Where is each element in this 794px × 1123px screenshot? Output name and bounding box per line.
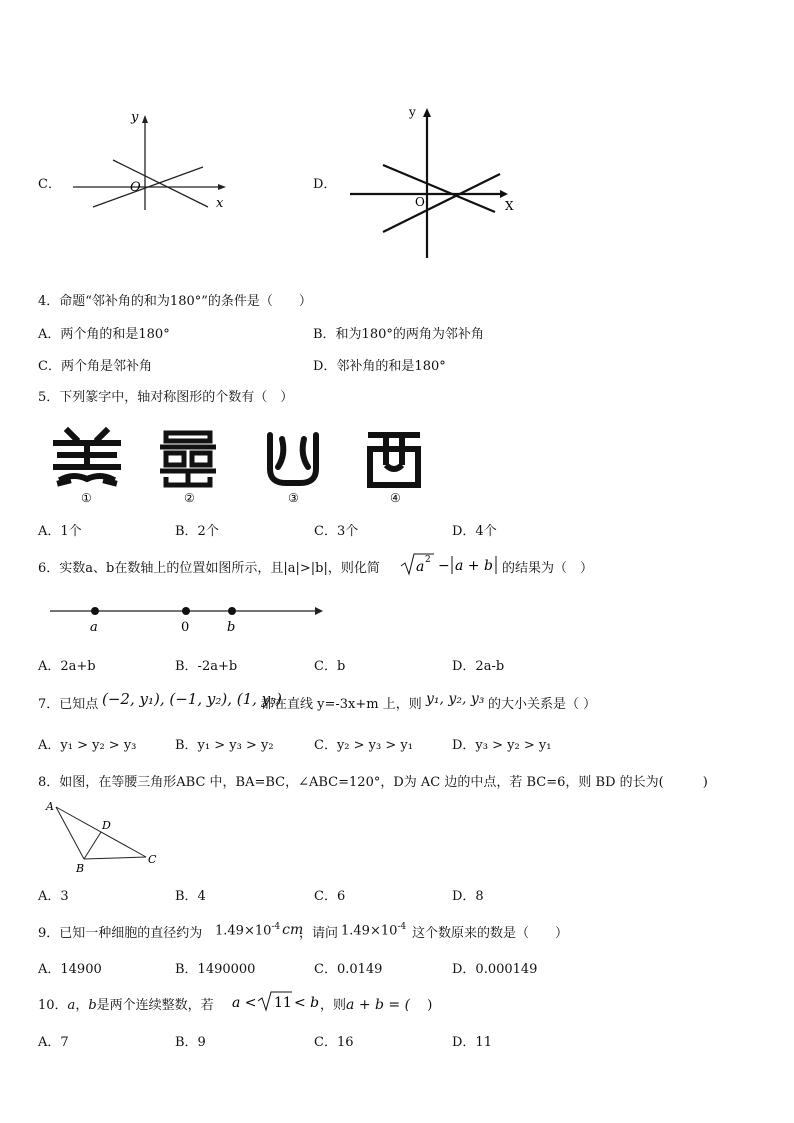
q5-option-d[interactable]: D．4个: [452, 524, 497, 539]
point-d: D: [102, 819, 111, 832]
q10-number: 10．: [38, 998, 68, 1013]
q6-option-c[interactable]: C．b: [314, 659, 346, 674]
minus-sign: −: [438, 558, 450, 574]
q4-option-d[interactable]: D．邻补角的和是180°: [313, 359, 446, 374]
q7-stem-b: 都在直线 y=-3x+m 上，则: [261, 697, 422, 712]
number-line-arrow: [315, 607, 323, 615]
q9-sci-1: [215, 922, 303, 938]
graph-d: [345, 100, 525, 262]
q9-sci-2-exp: -4: [397, 922, 407, 932]
q9-option-a[interactable]: A．14900: [38, 962, 102, 977]
q10-tail: [320, 994, 432, 1013]
q9-option-b[interactable]: B．1490000: [175, 962, 256, 977]
q6-option-a[interactable]: A．2a+b: [38, 659, 96, 674]
label-b: b: [227, 620, 236, 635]
graph-d-origin: O: [415, 195, 425, 209]
graph-c-x-label: x: [216, 196, 224, 211]
q6-stem-a: 6．实数a、b在数轴上的位置如图所示，且|a|>|b|，则化简: [38, 561, 380, 576]
q6-stem-b: 的结果为（ ）: [502, 561, 594, 576]
q9-sci-2-base: 1.49×10: [341, 923, 398, 939]
q9-stem-a: 9．已知一种细胞的直径约为: [38, 926, 203, 941]
q9-stem-c: 这个数原来的数是（ ）: [412, 926, 569, 941]
glyph-label-1: ①: [81, 491, 92, 505]
q4-option-a[interactable]: A．两个角的和是180°: [38, 327, 170, 342]
option-c-label: C．: [38, 177, 61, 192]
sqrt-exponent: 2: [425, 555, 431, 565]
option-d-label: D．: [313, 177, 337, 192]
ineq-sqrt: 11: [274, 995, 292, 1011]
sqrt-a: a: [416, 559, 425, 575]
ineq-right: < b: [294, 995, 320, 1011]
q10-expr: a + b = (: [346, 997, 411, 1013]
segment-bd: [84, 832, 101, 859]
q10-option-d[interactable]: D．11: [452, 1035, 492, 1050]
seal-characters-figure: [48, 425, 438, 505]
q7-vars: y₁, y₂, y₃: [426, 691, 485, 707]
triangle-figure: [42, 797, 172, 877]
q7-option-d[interactable]: D．y₃ > y₂ > y₁: [452, 738, 552, 753]
point-b: [228, 607, 236, 615]
graph-c-origin: O: [130, 180, 141, 195]
q10-stem-c: ，则: [320, 998, 347, 1013]
q5-option-b[interactable]: B．2个: [175, 524, 219, 539]
q9-option-d[interactable]: D．0.000149: [452, 962, 538, 977]
q9-sci-2: [341, 922, 406, 938]
q7-option-b[interactable]: B．y₁ > y₃ > y₂: [175, 738, 274, 753]
seal-glyph-3: [270, 435, 316, 483]
q7-stem-a: 7．已知点: [38, 697, 99, 712]
q10-stem-b: 是两个连续整数，若: [96, 998, 214, 1013]
seal-glyph-4: [368, 435, 420, 485]
q6-option-b[interactable]: B．-2a+b: [175, 659, 238, 674]
graph-c-y-arrow: [142, 115, 148, 123]
glyph-label-4: ④: [390, 491, 401, 505]
graph-d-x-label: X: [505, 199, 514, 213]
q10-stem-d: ): [410, 998, 433, 1013]
point-a: [91, 607, 99, 615]
q8-option-b[interactable]: B．4: [175, 889, 206, 904]
q8-option-d[interactable]: D．8: [452, 889, 484, 904]
q8-option-a[interactable]: A．3: [38, 889, 69, 904]
q4-option-c[interactable]: C．两个角是邻补角: [38, 359, 152, 374]
graph-c-x-arrow: [218, 184, 226, 190]
q8-option-c[interactable]: C．6: [314, 889, 346, 904]
glyph-label-3: ③: [288, 491, 299, 505]
q7-points: (−2, y₁), (−1, y₂), (1, y₃): [102, 690, 283, 708]
q9-sci-1-base: 1.49×10: [215, 923, 272, 939]
q9-unit: cm: [282, 922, 304, 939]
q5-option-a[interactable]: A．1个: [38, 524, 82, 539]
q10-option-c[interactable]: C．16: [314, 1035, 354, 1050]
number-line: [45, 598, 330, 638]
seal-glyph-2: [160, 433, 216, 485]
q4-stem: 4．命题“邻补角的和为180°”的条件是（ ）: [38, 294, 312, 309]
seal-glyph-1: [56, 431, 118, 483]
ineq-left: a <: [232, 995, 257, 1011]
graph-d-y-label: y: [409, 105, 416, 119]
q4-option-b[interactable]: B．和为180°的两角为邻补角: [313, 327, 484, 342]
glyph-label-2: ②: [184, 491, 195, 505]
q10-var-a: a: [67, 998, 76, 1013]
graph-d-x-arrow: [500, 190, 508, 198]
vertex-c: C: [148, 853, 157, 866]
graph-c: [68, 105, 238, 215]
q6-option-d[interactable]: D．2a-b: [452, 659, 505, 674]
q5-stem: 5．下列篆字中，轴对称图形的个数有（ ）: [38, 390, 294, 405]
q10-option-b[interactable]: B．9: [175, 1035, 206, 1050]
vertex-b: B: [76, 862, 85, 875]
q7-stem-c: 的大小关系是（ ）: [488, 697, 597, 712]
abs-content: a + b: [455, 558, 493, 574]
q10-separator: ，: [75, 998, 89, 1013]
graph-c-y-label: y: [131, 110, 139, 125]
q8-stem: 8．如图，在等腰三角形ABC 中，BA=BC，∠ABC=120°，D为 AC 边的中点，若 BC=6，则 BD 的长为( ): [38, 775, 708, 790]
graph-d-y-arrow: [423, 108, 431, 117]
side-bc: [84, 857, 146, 859]
graph-c-line-1: [113, 160, 208, 207]
q9-option-c[interactable]: C．0.0149: [314, 962, 383, 977]
q10-option-a[interactable]: A．7: [38, 1035, 69, 1050]
point-0: [182, 607, 190, 615]
label-0: 0: [181, 620, 190, 635]
q7-option-a[interactable]: A．y₁ > y₂ > y₃: [38, 738, 137, 753]
label-a: a: [90, 620, 98, 635]
q7-option-c[interactable]: C．y₂ > y₃ > y₁: [314, 738, 413, 753]
q5-option-c[interactable]: C．3个: [314, 524, 359, 539]
vertex-a: A: [46, 800, 54, 813]
q9-stem-b: ，请问: [299, 926, 339, 941]
q9-sci-1-exp: -4: [271, 922, 281, 932]
q10-stem: [38, 994, 214, 1013]
graph-d-line-2: [383, 174, 500, 232]
q10-var-b: b: [88, 998, 97, 1013]
q10-inequality: [232, 988, 332, 1014]
